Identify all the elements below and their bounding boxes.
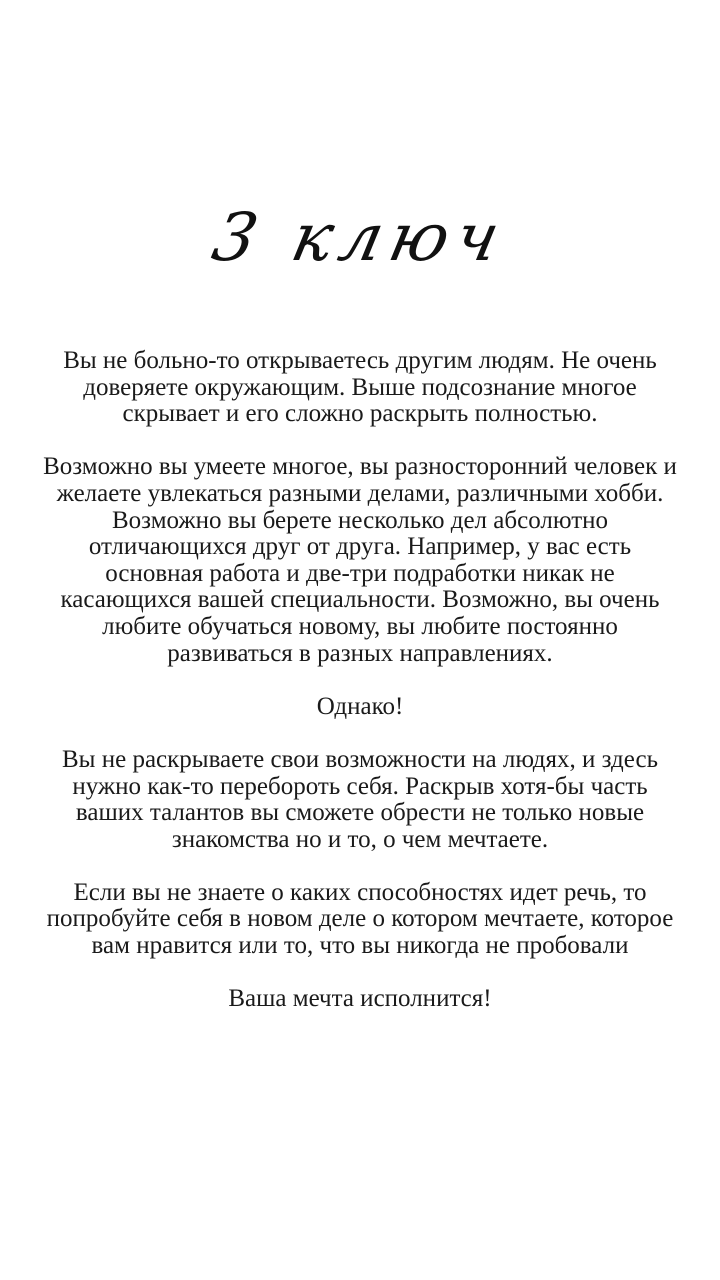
paragraph-advice: Вы не раскрываете свои возможности на людях, и здесь нужно как-то перебороть себя. Раскрыв хотя-бы часть ваших талантов вы сможете обрести не только новые знакомства но и то, о чем мечтаете. <box>62 745 658 853</box>
paragraph-abilities: Возможно вы умеете многое, вы разносторонний человек и желаете увлекаться разными делами, различными хобби. Возможно вы берете несколько дел абсолютно отличающихся друг от друга. Например, у вас есть основная работа и две-три подработки никак не касающихся вашей специальности. Возможно, вы очень любите обучаться новому, вы любите постоянно развиваться в разных направлениях. <box>43 453 677 667</box>
paragraph-try-new: Если вы не знаете о каких способностях идет речь, то попробуйте себя в новом деле о котором мечтаете, которое вам нравится или то, что вы никогда не пробовали <box>46 878 674 960</box>
text-body <box>38 348 682 1039</box>
page-title: 3 ключ <box>206 199 515 276</box>
paragraph-closing: Ваша мечта исполнится! <box>228 985 492 1013</box>
paragraph-however: Однако! <box>316 692 404 720</box>
paragraph-intro: Вы не больно-то открываетесь другим людям. Не очень доверяете окружающим. Выше подсознание многое скрывает и его сложно раскрыть полностью. <box>63 347 657 428</box>
